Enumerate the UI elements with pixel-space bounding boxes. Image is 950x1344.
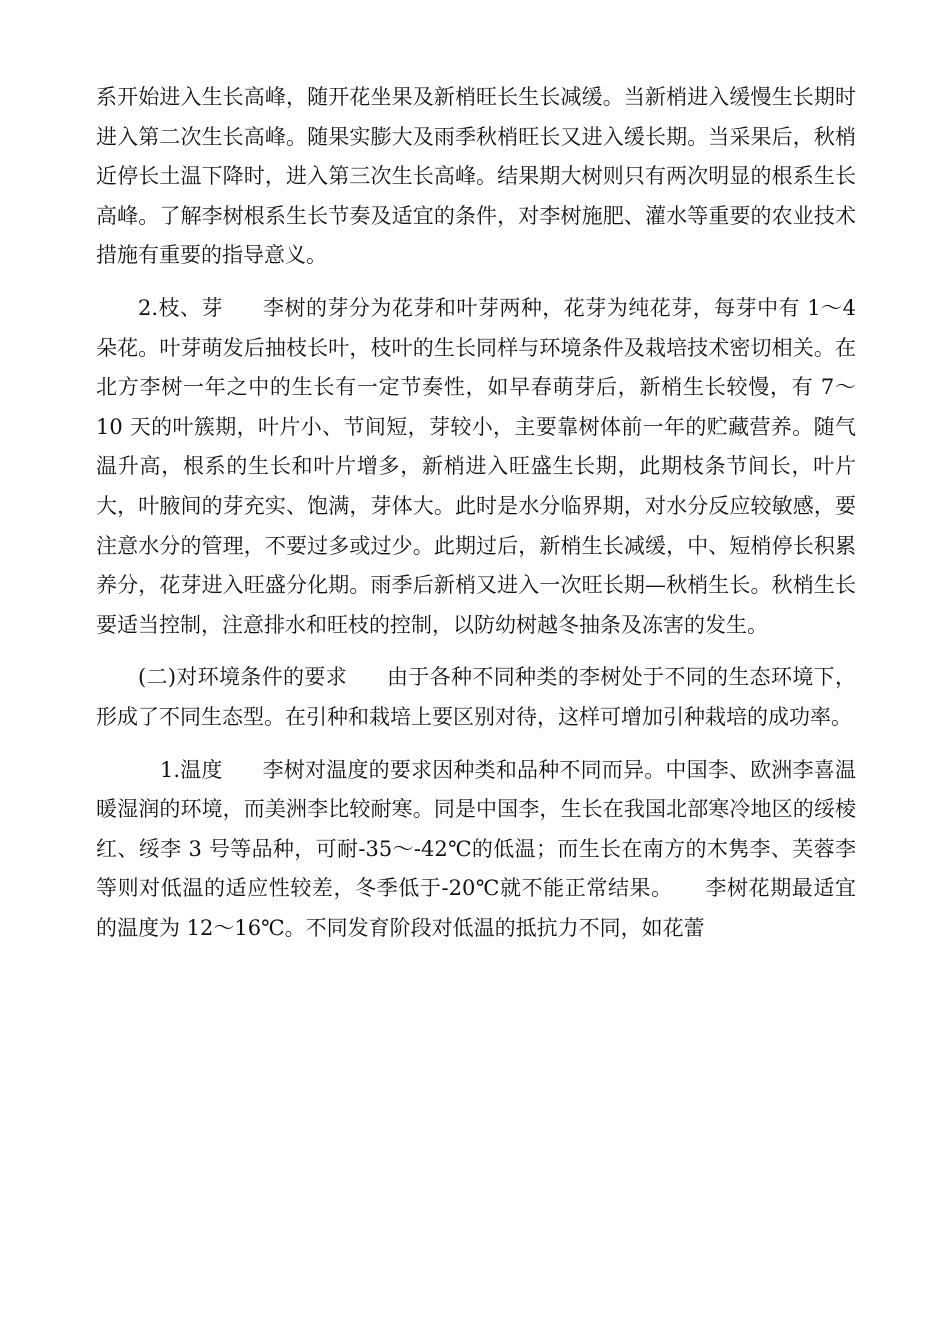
paragraph-text: 李树对温度的要求因种类和品种不同而异。中国李、欧洲李喜温暖湿润的环境，而美洲李比较耐寒。同是中国李，生长在我国北部寒冷地区的绥棱红、绥李 3 号等品种，可耐-35～-42℃的低温；而生长在南方的木隽李、芙蓉李等则对低温的适应性较差，冬季低于-20℃就不能正常结果。 李树花期最适宜的温度为 12～16℃。不同发育阶段对低温的抵抗力不同，如花蕾 [96,757,856,940]
paragraph-root-growth [96,78,856,276]
section-heading-environment: (二)对环境条件的要求 [138,665,348,690]
paragraph-branch-bud [96,289,856,645]
document-body [96,78,856,961]
paragraph-environment [96,658,856,737]
paragraph-text: 李树的芽分为花芽和叶芽两种，花芽为纯花芽，每芽中有 1～4 朵花。叶芽萌发后抽枝长叶，枝叶的生长同样与环境条件及栽培技术密切相关。在北方李树一年之中的生长有一定节奏性，如早春萌芽后，新梢生长较慢，有 7～10 天的叶簇期，叶片小、节间短，芽较小，主要靠树体前一年的贮藏营养。随气温升高，根系的生长和叶片增多，新梢进入旺盛生长期，此期枝条节间长，叶片大，叶腋间的芽充实、饱满，芽体大。此时是水分临界期，对水分反应较敏感，要注意水分的管理，不要过多或过少。此期过后，新梢生长减缓，中、短梢停长积累养分，花芽进入旺盛分化期。雨季后新梢又进入一次旺长期—秋梢生长。秋梢生长要适当控制，注意排水和旺枝的控制，以防幼树越冬抽条及冻害的发生。 [96,295,856,637]
paragraph-temperature [96,751,856,949]
paragraph-text: 系开始进入生长高峰，随开花坐果及新梢旺长生长减缓。当新梢进入缓慢生长期时进入第二次生长高峰。随果实膨大及雨季秋梢旺长又进入缓长期。当采果后，秋梢近停长土温下降时，进入第三次生长高峰。结果期大树则只有两次明显的根系生长高峰。了解李树根系生长节奏及适宜的条件，对李树施肥、灌水等重要的农业技术措施有重要的指导意义。 [96,85,856,268]
section-heading-temperature: 1.温度 [160,757,223,782]
section-heading-branch-bud: 2.枝、芽 [138,295,223,320]
paragraph-text: 由于各种不同种类的李树处于不同的生态环境下，形成了不同生态型。在引种和栽培上要区别对待，这样可增加引种栽培的成功率。 [96,665,857,729]
